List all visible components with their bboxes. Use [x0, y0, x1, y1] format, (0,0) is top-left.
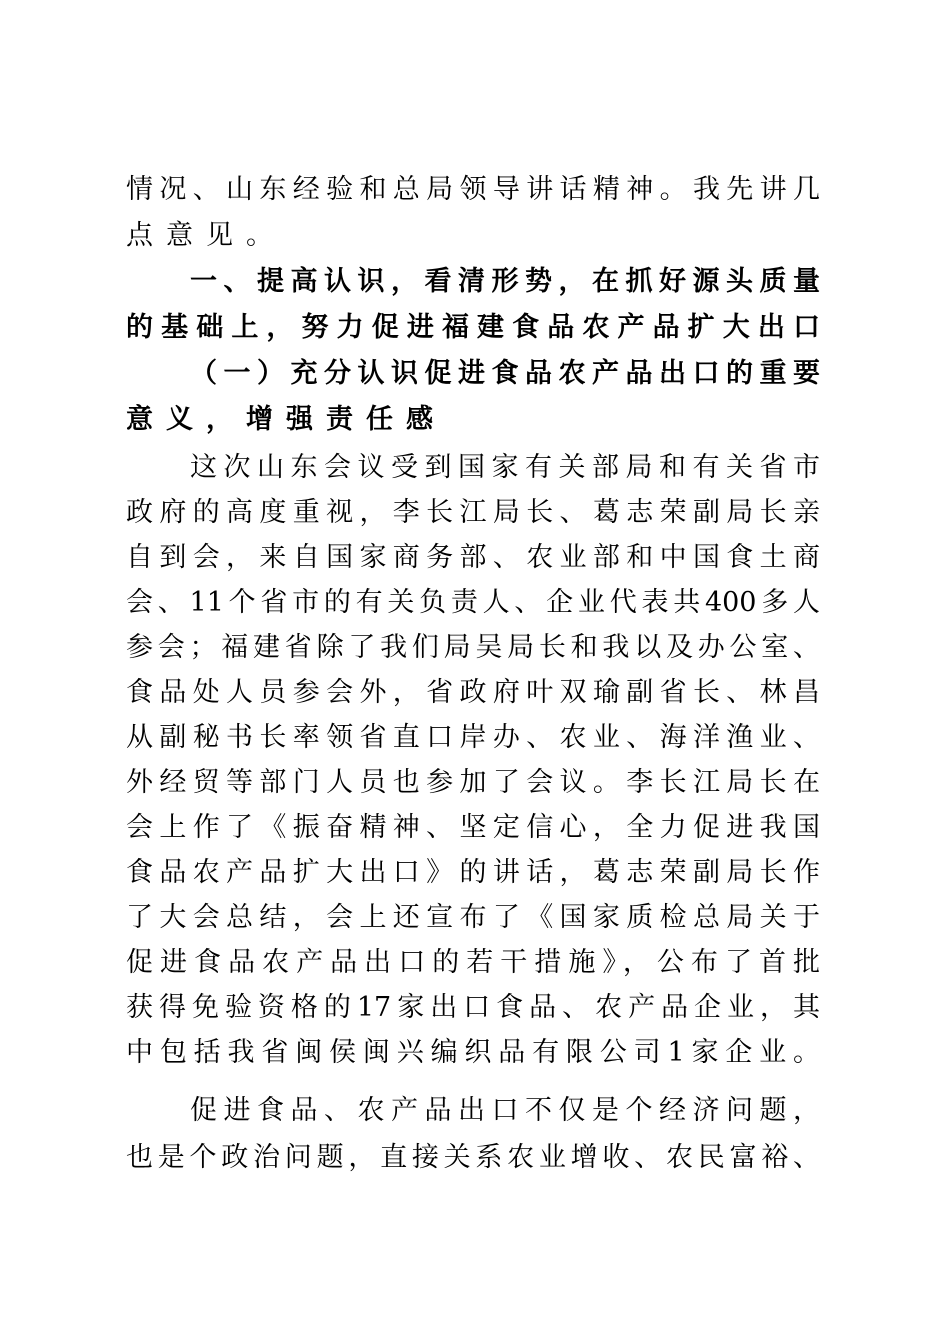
text-line: 会、11个省市的有关负责人、企业代表共400多人 — [126, 587, 820, 618]
text-line: 点意见。 — [126, 220, 286, 251]
text-line: 从副秘书长率领省直口岸办、农业、海洋渔业、 — [126, 722, 820, 753]
section-heading: 的基础上，努力促进福建食品农产品扩大出口 — [126, 312, 820, 343]
text-line: 了大会总结，会上还宣布了《国家质检总局关于 — [126, 902, 820, 933]
text-line: 情况、山东经验和总局领导讲话精神。我先讲几 — [126, 174, 820, 205]
text-line: 会上作了《振奋精神、坚定信心，全力促进我国 — [126, 812, 820, 843]
text-line: 促进食品、农产品出口不仅是个经济问题， — [190, 1095, 820, 1126]
text-line: 食品农产品扩大出口》的讲话，葛志荣副局长作 — [126, 857, 820, 888]
section-heading: 一、提高认识，看清形势，在抓好源头质量 — [190, 266, 820, 297]
subsection-heading: 意义，增强责任感 — [126, 404, 446, 435]
text-line: 自到会，来自国家商务部、农业部和中国食土商 — [126, 542, 820, 573]
text-line: 也是个政治问题，直接关系农业增收、农民富裕、 — [126, 1142, 820, 1173]
text-line: 促进食品农产品出口的若干措施》，公布了首批 — [126, 947, 820, 978]
text-line: 食品处人员参会外，省政府叶双瑜副省长、林昌 — [126, 677, 820, 708]
text-line: 获得免验资格的17家出口食品、农产品企业，其 — [126, 992, 820, 1023]
text-line: 参会；福建省除了我们局吴局长和我以及办公室、 — [126, 632, 820, 663]
text-line: 这次山东会议受到国家有关部局和有关省市 — [190, 452, 820, 483]
text-line: 政府的高度重视，李长江局长、葛志荣副局长亲 — [126, 497, 820, 528]
text-line: 中包括我省闽侯闽兴编织品有限公司1家企业。 — [126, 1037, 820, 1068]
text-line: 外经贸等部门人员也参加了会议。李长江局长在 — [126, 767, 820, 798]
subsection-heading: （一）充分认识促进食品农产品出口的重要 — [190, 358, 820, 389]
